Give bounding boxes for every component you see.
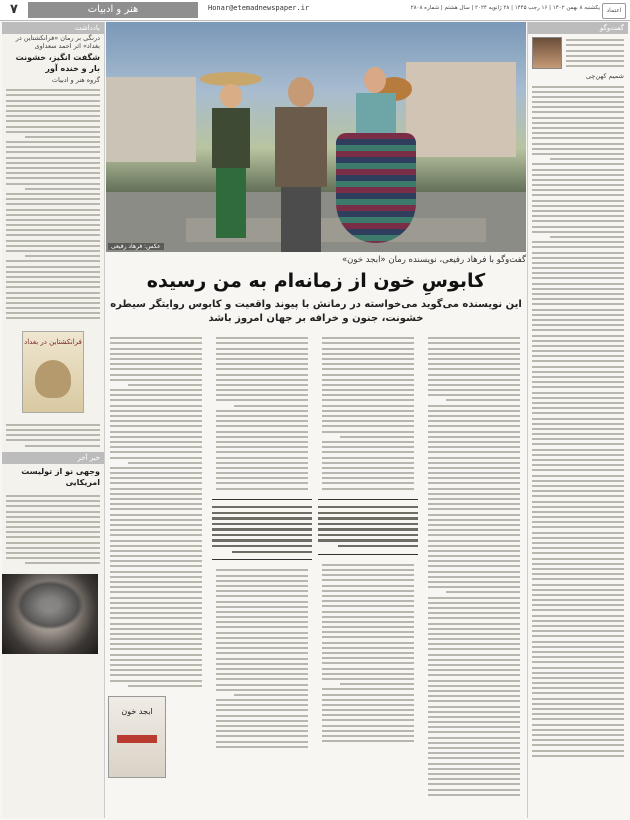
author-name: شمیم کهن‌چی [585,72,624,81]
book-cover-title: فرانکشتاین در بغداد [24,337,82,346]
book-cover-title-2: ابجد خون [121,706,153,716]
farmer-statue [206,72,256,242]
pull-quote-2 [318,499,418,555]
left-column [2,22,105,818]
newspaper-logo: اعتماد [602,3,626,19]
left-column-body [2,84,104,325]
story2-body [2,490,104,570]
cat-figure [35,360,71,398]
left-column-body-2 [2,419,104,452]
article-column-4 [424,332,524,816]
article-column-2 [212,332,312,816]
musician-portrait [2,574,98,654]
section-email[interactable]: Honar@etemadnewspaper.ir [208,4,310,12]
woman-statue [336,67,416,247]
feature-photo [106,22,526,252]
intro-lines [562,34,628,72]
feature-subhead: این نویسنده می‌گوید می‌خواسته در رمانش با پیوند واقعیت و کابوس روایتگر سیطره خشونت، جنون و خرافه بر جهان امروز باشد [110,299,522,324]
right-column-tag: گفت‌وگو [528,22,628,34]
page-number: ۷ [10,2,18,17]
building-right [406,62,516,157]
building-left [106,77,196,162]
photo-credit: عکس: فرهاد رفیعی [108,243,164,250]
book-cover-image-2 [108,696,166,778]
section-title: هنر و ادبیات [28,2,198,18]
article-column-3 [318,332,418,816]
author-photo [532,37,562,69]
author-figure [271,77,331,252]
left-column-title: شگفت انگیز، خشونت بار و خنده آور [15,53,100,73]
left-column-tag: یادداشت [2,22,104,34]
feature-headline: کابوسِ خون از زمانه‌ام به من رسیده [146,270,486,292]
pull-quote-1 [212,499,312,560]
feature-article-body [106,332,526,816]
date-line: یکشنبه ۸ بهمن ۱۴۰۲ | ۱۶ رجب ۱۴۴۵ | ۲۸ ژانویه ۲۰۲۴ | سال هشتم | شماره ۲۸۰۸ [410,5,600,11]
story2-title: وجهی نو از تولیست امریکایی [21,466,100,487]
left-column-byline: درنگی بر رمان «فرانکشتاین در بغداد» اثر احمد سعداوی [15,34,100,50]
left-column-subtitle: گروه هنر و ادبیات [51,76,100,84]
right-column [527,22,628,818]
book-cover-image [22,331,84,413]
page-header [0,0,630,21]
article-column-1 [106,332,206,816]
left-column-tag-2: خبر آخر [2,452,104,464]
feature-kicker: گفت‌وگو با فرهاد رفیعی، نویسنده رمان «ابجد خون» [341,255,526,265]
right-column-body [528,80,628,762]
